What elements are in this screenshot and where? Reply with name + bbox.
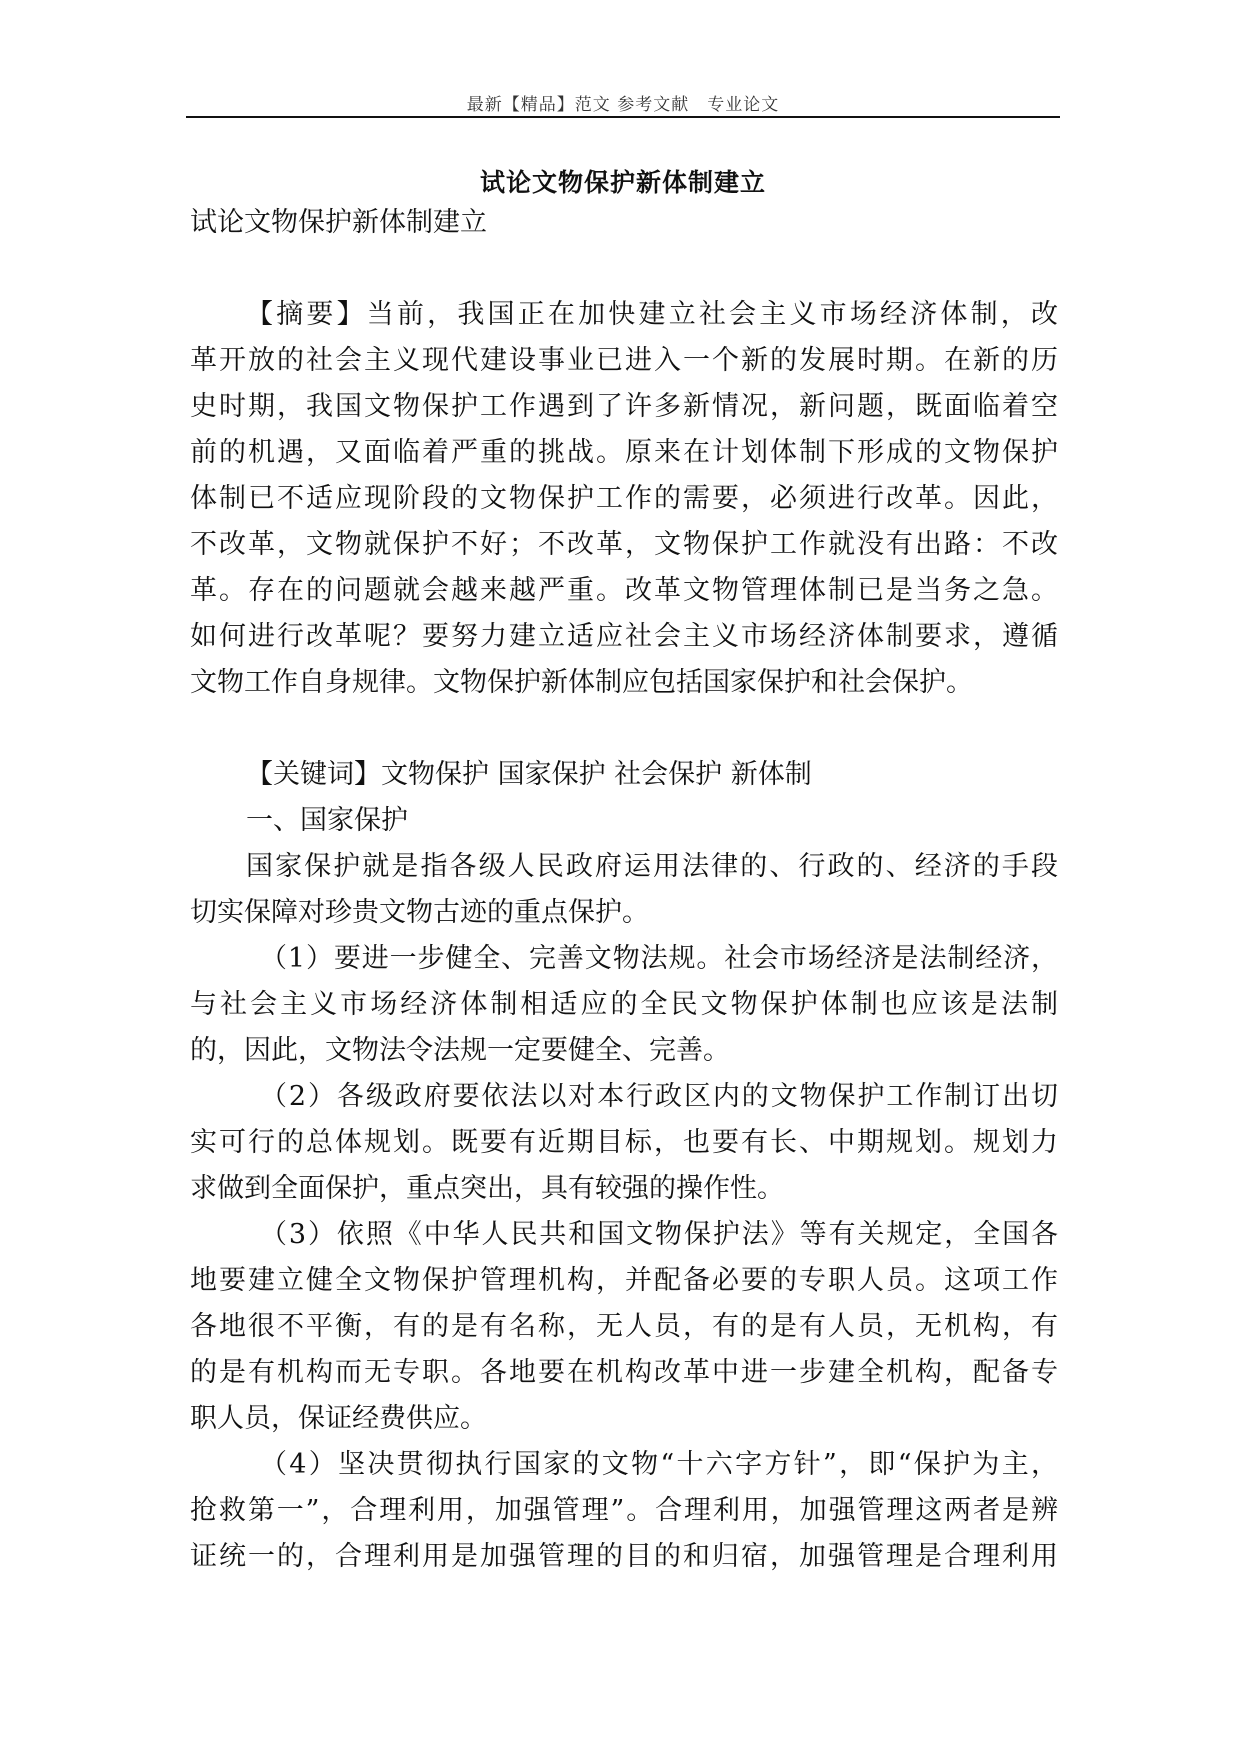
paragraph-line: 职人员，保证经费供应。 — [190, 1403, 487, 1434]
paragraph-line: 的是有机构而无专职。各地要在机构改革中进一步建全机构，配备专 — [190, 1357, 1058, 1388]
paragraph-line: 国家保护就是指各级人民政府运用法律的、行政的、经济的手段 — [246, 851, 1058, 882]
paragraph-line: （1）要进一步健全、完善文物法规。社会市场经济是法制经济， — [260, 943, 1058, 974]
subtitle-line: 试论文物保护新体制建立 — [190, 207, 487, 238]
paragraph-line: 实可行的总体规划。既要有近期目标，也要有长、中期规划。规划力 — [190, 1127, 1058, 1158]
paragraph-line: 与社会主义市场经济体制相适应的全民文物保护体制也应该是法制 — [190, 989, 1058, 1020]
paragraph-line: 切实保障对珍贵文物古迹的重点保护。 — [190, 897, 649, 928]
abstract-line: 如何进行改革呢？要努力建立适应社会主义市场经济体制要求，遵循 — [190, 621, 1058, 652]
abstract-line: 史时期，我国文物保护工作遇到了许多新情况，新问题，既面临着空 — [190, 391, 1058, 422]
abstract-line: 体制已不适应现阶段的文物保护工作的需要，必须进行改革。因此， — [190, 483, 1058, 514]
list-item-3 — [190, 1212, 1058, 1442]
abstract-line: 革开放的社会主义现代建设事业已进入一个新的发展时期。在新的历 — [190, 345, 1058, 376]
list-item-2 — [190, 1074, 1058, 1212]
keywords-line: 【关键词】文物保护 国家保护 社会保护 新体制 — [246, 759, 812, 790]
paragraph-line: 抢救第一”，合理利用，加强管理”。合理利用，加强管理这两者是辨 — [190, 1495, 1058, 1526]
paragraph-line: 地要建立健全文物保护管理机构，并配备必要的专职人员。这项工作 — [190, 1265, 1058, 1296]
abstract-line: 革。存在的问题就会越来越严重。改革文物管理体制已是当务之急。 — [190, 575, 1058, 606]
paragraph-line: 证统一的，合理利用是加强管理的目的和归宿，加强管理是合理利用 — [190, 1541, 1058, 1572]
section-heading: 一、国家保护 — [246, 805, 408, 836]
abstract-line: 文物工作自身规律。文物保护新体制应包括国家保护和社会保护。 — [190, 667, 973, 698]
header-divider — [186, 116, 1060, 118]
paragraph-line: （4）坚决贯彻执行国家的文物“十六字方针”，即“保护为主， — [260, 1449, 1058, 1480]
paragraph-line: 求做到全面保护，重点突出，具有较强的操作性。 — [190, 1173, 784, 1204]
paragraph-gap — [190, 706, 1058, 752]
abstract-line: 【摘要】当前，我国正在加快建立社会主义市场经济体制，改 — [246, 299, 1058, 330]
paragraph-line: （2）各级政府要依法以对本行政区内的文物保护工作制订出切 — [260, 1081, 1058, 1112]
document-title: 试论文物保护新体制建立 — [479, 168, 766, 197]
paragraph-line: （3）依照《中华人民共和国文物保护法》等有关规定，全国各 — [260, 1219, 1058, 1250]
paragraph-line: 各地很不平衡，有的是有名称，无人员，有的是有人员，无机构，有 — [190, 1311, 1058, 1342]
abstract-line: 不改革，文物就保护不好；不改革，文物保护工作就没有出路：不改 — [190, 529, 1058, 560]
list-item-4 — [190, 1442, 1058, 1580]
paragraph-gap — [190, 246, 1058, 292]
abstract-paragraph — [190, 292, 1058, 706]
list-item-1 — [190, 936, 1058, 1074]
section-intro-paragraph — [190, 844, 1058, 936]
paragraph-line: 的，因此，文物法令法规一定要健全、完善。 — [190, 1035, 730, 1066]
abstract-line: 前的机遇，又面临着严重的挑战。原来在计划体制下形成的文物保护 — [190, 437, 1058, 468]
document-body — [190, 200, 1058, 1580]
running-header: 最新【精品】范文 参考文献 专业论文 — [466, 95, 780, 115]
